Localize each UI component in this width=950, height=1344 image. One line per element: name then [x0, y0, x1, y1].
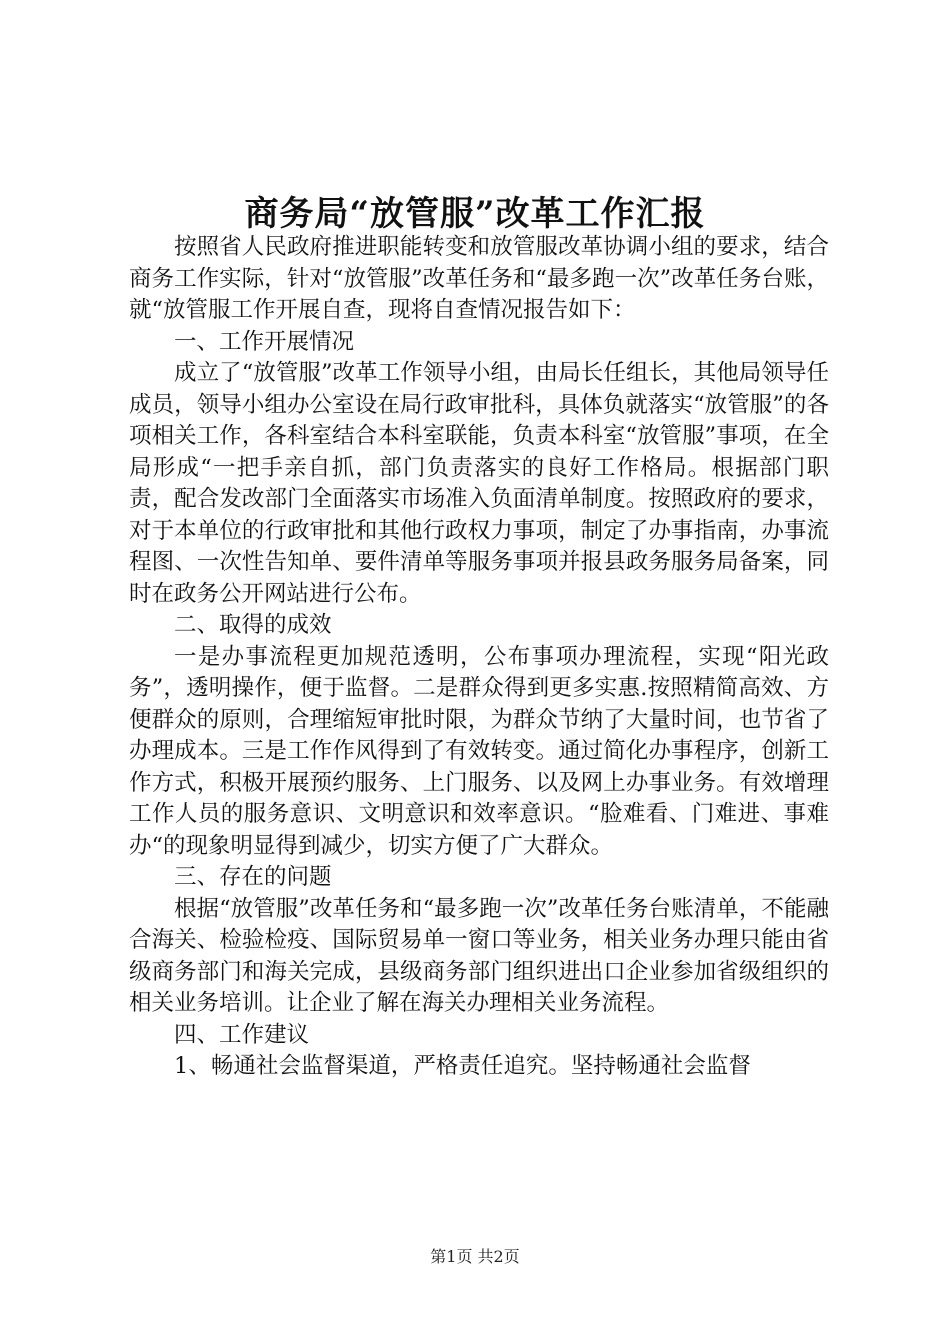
section-heading-4: 四、工作建议 [174, 1021, 310, 1048]
intro-paragraph: 按照省人民政府推进职能转变和放管服改革协调小组的要求，结合商务工作实际，针对“放管服”改革任务和“最多跑一次”改革任务台账，就“放管服工作开展自查，现将自查情况报告如下： [129, 234, 829, 323]
section-1-paragraph: 成立了“放管服”改革工作领导小组，由局长任组长，其他局领导任成员，领导小组办公室设在局行政审批科，具体负就落实“放管服”的各项相关工作，各科室结合本科室联能，负责本科室“放管服”事项，在全局形成“一把手亲自抓，部门负责落实的良好工作格局。根据部门职责，配合发改部门全面落实市场准入负面清单制度。按照政府的要求，对于本单位的行政审批和其他行政权力事项，制定了办事指南，办事流程图、一次性告知单、要件清单等服务事项并报县政务服务局备案，同时在政务公开网站进行公布。 [129, 360, 829, 607]
section-3-paragraph: 根据“放管服”改革任务和“最多跑一次”改革任务台账清单，不能融合海关、检验检疫、国际贸易单一窗口等业务，相关业务办理只能由省级商务部门和海关完成，县级商务部门组织进出口企业参加省级组织的相关业务培训。让企业了解在海关办理相关业务流程。 [129, 895, 829, 1016]
page-footer: 第1页 共2页 [430, 1247, 520, 1266]
section-4-paragraph: 1、畅通社会监督渠道，严格责任追究。坚持畅通社会监督 [174, 1053, 751, 1079]
section-heading-3: 三、存在的问题 [174, 864, 332, 890]
page-title: 商务局“放管服”改革工作汇报 [244, 194, 706, 234]
section-2-paragraph: 一是办事流程更加规范透明，公布事项办理流程，实现“阳光政务”，透明操作，便于监督。二是群众得到更多实惠.按照精简高效、方便群众的原则，合理缩短审批时限，为群众节纳了大量时间，也节省了办理成本。三是工作作风得到了有效转变。通过简化办事程序，创新工作方式，积极开展预约服务、上门服务、以及网上办事业务。有效增理工作人员的服务意识、文明意识和效率意识。“脸难看、门难进、事难办“的现象明显得到减少，切实方便了广大群众。 [129, 643, 829, 859]
section-heading-1: 一、工作开展情况 [174, 328, 355, 355]
section-heading-2: 二、取得的成效 [174, 612, 332, 638]
document-body [129, 232, 829, 1083]
